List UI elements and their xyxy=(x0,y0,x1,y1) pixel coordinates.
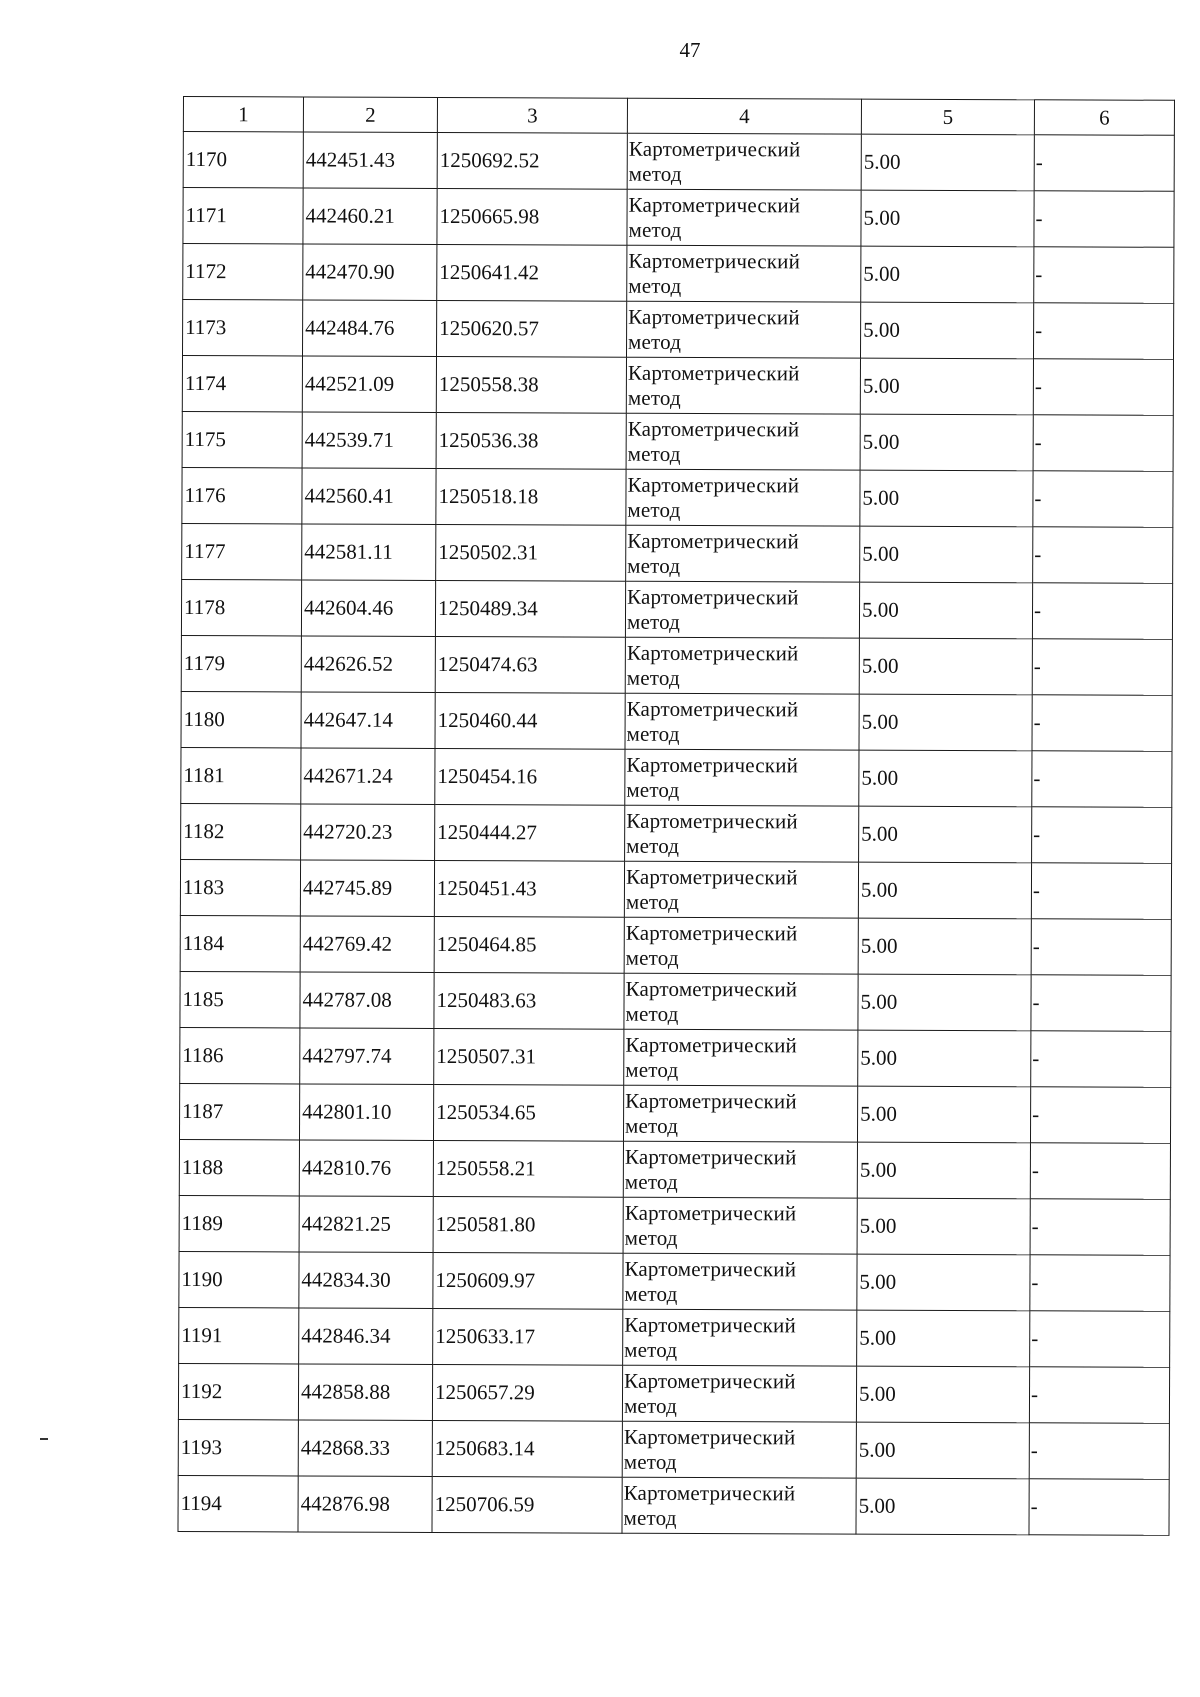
accuracy-cell: 5.00 xyxy=(859,582,1032,639)
note-cell: - xyxy=(1032,695,1172,752)
y-coordinate-cell: 1250633.17 xyxy=(433,1308,623,1365)
accuracy-cell: 5.00 xyxy=(857,1198,1030,1255)
method-line-2: метод xyxy=(624,1281,678,1306)
accuracy-cell: 5.00 xyxy=(860,302,1033,359)
method-cell xyxy=(623,1197,857,1254)
y-coordinate-cell: 1250507.31 xyxy=(434,1028,624,1085)
method-line-1: Картометрический xyxy=(624,1256,797,1282)
point-number-cell: 1184 xyxy=(180,915,300,971)
accuracy-cell: 5.00 xyxy=(861,134,1034,191)
method-line-1: Картометрический xyxy=(625,864,798,890)
method-cell xyxy=(624,917,858,974)
accuracy-cell: 5.00 xyxy=(858,974,1031,1031)
method-cell xyxy=(624,973,858,1030)
note-cell: - xyxy=(1034,135,1174,192)
method-line-1: Картометрический xyxy=(627,472,800,498)
note-cell: - xyxy=(1029,1367,1169,1424)
accuracy-cell: 5.00 xyxy=(856,1366,1029,1423)
column-header-2: 2 xyxy=(303,97,437,133)
method-line-2: метод xyxy=(624,1169,678,1194)
note-cell: - xyxy=(1032,807,1172,864)
method-line-1: Картометрический xyxy=(624,1200,797,1226)
column-header-1: 1 xyxy=(183,97,303,132)
point-number-cell: 1177 xyxy=(182,523,302,579)
method-line-1: Картометрический xyxy=(625,976,798,1002)
x-coordinate-cell: 442626.52 xyxy=(301,636,435,693)
x-coordinate-cell: 442451.43 xyxy=(303,132,437,189)
method-cell xyxy=(622,1365,856,1422)
method-line-1: Картометрический xyxy=(627,360,800,386)
x-coordinate-cell: 442671.24 xyxy=(301,748,435,805)
y-coordinate-cell: 1250518.18 xyxy=(436,468,626,525)
y-coordinate-cell: 1250692.52 xyxy=(437,132,627,189)
method-line-2: метод xyxy=(626,833,680,858)
method-cell xyxy=(623,1253,857,1310)
method-line-1: Картометрический xyxy=(626,640,799,666)
point-number-cell: 1190 xyxy=(179,1251,299,1307)
method-cell xyxy=(623,1085,857,1142)
method-cell xyxy=(626,413,860,470)
x-coordinate-cell: 442720.23 xyxy=(301,804,435,861)
method-line-2: метод xyxy=(626,609,681,634)
table-body xyxy=(178,132,1174,1536)
table-row xyxy=(178,1363,1169,1423)
method-line-1: Картометрический xyxy=(625,1032,798,1058)
header-row xyxy=(183,97,1174,136)
point-number-cell: 1193 xyxy=(178,1419,298,1475)
page-number: 47 xyxy=(679,38,701,62)
method-cell xyxy=(625,637,859,694)
method-cell xyxy=(622,1477,856,1534)
point-number-cell: 1173 xyxy=(183,300,303,356)
y-coordinate-cell: 1250620.57 xyxy=(437,300,627,357)
x-coordinate-cell: 442745.89 xyxy=(300,860,434,917)
column-header-3: 3 xyxy=(437,97,627,133)
method-cell xyxy=(624,861,858,918)
note-cell: - xyxy=(1030,1255,1170,1312)
method-line-2: метод xyxy=(625,1001,679,1026)
method-line-2: метод xyxy=(627,553,681,578)
y-coordinate-cell: 1250581.80 xyxy=(433,1196,623,1253)
method-line-1: Картометрический xyxy=(628,136,801,162)
point-number-cell: 1179 xyxy=(181,635,301,691)
method-line-1: Картометрический xyxy=(626,696,799,722)
y-coordinate-cell: 1250489.34 xyxy=(435,580,625,637)
accuracy-cell: 5.00 xyxy=(858,862,1031,919)
point-number-cell: 1178 xyxy=(181,579,301,635)
method-line-1: Картометрический xyxy=(626,808,798,834)
table-row xyxy=(181,691,1172,751)
method-line-1: Картометрический xyxy=(623,1480,796,1506)
x-coordinate-cell: 442647.14 xyxy=(301,692,435,749)
point-number-cell: 1170 xyxy=(183,132,303,188)
table-row xyxy=(180,971,1171,1031)
accuracy-cell: 5.00 xyxy=(858,918,1031,975)
y-coordinate-cell: 1250536.38 xyxy=(436,412,626,469)
method-line-2: метод xyxy=(628,329,682,354)
note-cell: - xyxy=(1033,303,1173,360)
note-cell: - xyxy=(1033,527,1173,584)
y-coordinate-cell: 1250706.59 xyxy=(432,1476,622,1533)
point-number-cell: 1181 xyxy=(181,747,301,803)
point-number-cell: 1175 xyxy=(182,411,302,467)
note-cell: - xyxy=(1030,1087,1170,1144)
x-coordinate-cell: 442801.10 xyxy=(299,1084,433,1141)
table-row xyxy=(178,1475,1169,1535)
accuracy-cell: 5.00 xyxy=(858,1030,1031,1087)
y-coordinate-cell: 1250451.43 xyxy=(434,860,624,917)
x-coordinate-cell: 442539.71 xyxy=(302,412,436,469)
y-coordinate-cell: 1250558.21 xyxy=(433,1140,623,1197)
point-number-cell: 1176 xyxy=(182,467,302,523)
note-cell: - xyxy=(1031,1031,1171,1088)
table-row xyxy=(183,132,1174,192)
accuracy-cell: 5.00 xyxy=(856,1422,1029,1479)
table-row xyxy=(181,747,1172,807)
table-row xyxy=(179,1139,1170,1199)
method-line-1: Картометрический xyxy=(623,1424,796,1450)
x-coordinate-cell: 442858.88 xyxy=(298,1364,432,1421)
method-line-2: метод xyxy=(627,441,681,466)
table-row xyxy=(179,1195,1170,1255)
table-row xyxy=(180,915,1171,975)
point-number-cell: 1187 xyxy=(179,1083,299,1139)
x-coordinate-cell: 442581.11 xyxy=(302,524,436,581)
method-line-2: метод xyxy=(626,721,680,746)
x-coordinate-cell: 442787.08 xyxy=(300,972,434,1029)
table-row xyxy=(181,635,1172,695)
method-line-2: метод xyxy=(628,161,682,186)
method-line-2: метод xyxy=(625,1113,679,1138)
x-coordinate-cell: 442876.98 xyxy=(298,1476,432,1533)
x-coordinate-cell: 442834.30 xyxy=(299,1252,433,1309)
method-line-2: метод xyxy=(625,945,679,970)
note-cell: - xyxy=(1029,1423,1169,1480)
note-cell: - xyxy=(1033,471,1173,528)
table-header xyxy=(183,97,1174,136)
note-cell: - xyxy=(1031,975,1171,1032)
accuracy-cell: 5.00 xyxy=(859,694,1032,751)
table-row xyxy=(182,467,1173,527)
method-cell xyxy=(626,469,860,526)
table-row xyxy=(183,244,1174,304)
method-line-1: Картометрический xyxy=(625,1088,797,1114)
method-line-2: метод xyxy=(625,1057,679,1082)
y-coordinate-cell: 1250483.63 xyxy=(434,972,624,1029)
method-cell xyxy=(627,133,861,190)
x-coordinate-cell: 442484.76 xyxy=(303,300,437,357)
point-number-cell: 1191 xyxy=(179,1307,299,1363)
note-cell: - xyxy=(1030,1199,1170,1256)
table-row xyxy=(182,356,1173,416)
method-line-1: Картометрический xyxy=(625,920,798,946)
method-cell xyxy=(623,1141,857,1198)
y-coordinate-cell: 1250558.38 xyxy=(436,356,626,413)
method-line-2: метод xyxy=(626,777,680,802)
note-cell: - xyxy=(1031,919,1171,976)
method-line-2: метод xyxy=(628,217,682,242)
x-coordinate-cell: 442560.41 xyxy=(302,468,436,525)
method-line-2: метод xyxy=(623,1393,678,1418)
accuracy-cell: 5.00 xyxy=(859,638,1032,695)
point-number-cell: 1192 xyxy=(178,1363,298,1419)
x-coordinate-cell: 442797.74 xyxy=(300,1028,434,1085)
point-number-cell: 1183 xyxy=(180,859,300,915)
method-line-1: Картометрический xyxy=(627,584,799,610)
table-row xyxy=(181,803,1172,863)
column-header-5: 5 xyxy=(861,99,1034,135)
method-line-1: Картометрический xyxy=(627,528,800,554)
table-row xyxy=(180,859,1171,919)
note-cell: - xyxy=(1032,751,1172,808)
point-number-cell: 1172 xyxy=(183,244,303,300)
margin-mark xyxy=(40,1438,48,1440)
method-line-2: метод xyxy=(627,497,681,522)
accuracy-cell: 5.00 xyxy=(860,358,1033,415)
note-cell: - xyxy=(1029,1479,1169,1536)
method-cell xyxy=(627,301,861,358)
x-coordinate-cell: 442868.33 xyxy=(298,1420,432,1477)
accuracy-cell: 5.00 xyxy=(859,750,1032,807)
table-row xyxy=(181,579,1172,639)
point-number-cell: 1185 xyxy=(180,971,300,1027)
y-coordinate-cell: 1250474.63 xyxy=(435,636,625,693)
method-cell xyxy=(625,581,859,638)
accuracy-cell: 5.00 xyxy=(856,1478,1029,1535)
y-coordinate-cell: 1250464.85 xyxy=(434,916,624,973)
method-cell xyxy=(625,693,859,750)
table-row xyxy=(180,1027,1171,1087)
method-line-1: Картометрический xyxy=(627,416,800,442)
y-coordinate-cell: 1250609.97 xyxy=(433,1252,623,1309)
table-row xyxy=(183,188,1174,248)
accuracy-cell: 5.00 xyxy=(860,470,1033,527)
method-cell xyxy=(626,525,860,582)
method-line-1: Картометрический xyxy=(628,192,801,218)
method-cell xyxy=(624,1029,858,1086)
y-coordinate-cell: 1250444.27 xyxy=(435,804,625,861)
note-cell: - xyxy=(1033,415,1173,472)
method-line-2: метод xyxy=(623,1505,677,1530)
point-number-cell: 1194 xyxy=(178,1475,298,1531)
x-coordinate-cell: 442846.34 xyxy=(299,1308,433,1365)
method-cell xyxy=(626,357,860,414)
table-row xyxy=(179,1251,1170,1311)
table-row xyxy=(179,1307,1170,1367)
method-cell xyxy=(627,189,861,246)
method-cell xyxy=(622,1421,856,1478)
method-cell xyxy=(625,805,859,862)
method-cell xyxy=(627,245,861,302)
y-coordinate-cell: 1250641.42 xyxy=(437,244,627,301)
point-number-cell: 1180 xyxy=(181,691,301,747)
method-line-1: Картометрический xyxy=(624,1144,797,1170)
method-line-1: Картометрический xyxy=(628,248,801,274)
method-line-2: метод xyxy=(624,1337,678,1362)
accuracy-cell: 5.00 xyxy=(861,190,1034,247)
method-line-2: метод xyxy=(628,273,682,298)
x-coordinate-cell: 442821.25 xyxy=(299,1196,433,1253)
accuracy-cell: 5.00 xyxy=(859,806,1032,863)
column-header-6: 6 xyxy=(1034,100,1174,136)
point-number-cell: 1189 xyxy=(179,1195,299,1251)
x-coordinate-cell: 442769.42 xyxy=(300,916,434,973)
y-coordinate-cell: 1250534.65 xyxy=(433,1084,623,1141)
x-coordinate-cell: 442470.90 xyxy=(303,244,437,301)
note-cell: - xyxy=(1030,1311,1170,1368)
y-coordinate-cell: 1250460.44 xyxy=(435,692,625,749)
coordinates-table xyxy=(177,96,1175,1536)
accuracy-cell: 5.00 xyxy=(857,1310,1030,1367)
accuracy-cell: 5.00 xyxy=(857,1254,1030,1311)
method-line-2: метод xyxy=(623,1449,677,1474)
point-number-cell: 1171 xyxy=(183,188,303,244)
note-cell: - xyxy=(1034,247,1174,304)
x-coordinate-cell: 442604.46 xyxy=(301,580,435,637)
note-cell: - xyxy=(1034,191,1174,248)
method-line-1: Картометрический xyxy=(626,752,799,778)
method-cell xyxy=(623,1309,857,1366)
method-line-2: метод xyxy=(625,889,680,914)
x-coordinate-cell: 442460.21 xyxy=(303,188,437,245)
accuracy-cell: 5.00 xyxy=(860,526,1033,583)
point-number-cell: 1182 xyxy=(181,803,301,859)
accuracy-cell: 5.00 xyxy=(860,414,1033,471)
note-cell: - xyxy=(1032,583,1172,640)
note-cell: - xyxy=(1032,639,1172,696)
note-cell: - xyxy=(1030,1143,1170,1200)
method-line-1: Картометрический xyxy=(624,1312,797,1338)
table-row xyxy=(182,411,1173,471)
y-coordinate-cell: 1250502.31 xyxy=(436,524,626,581)
accuracy-cell: 5.00 xyxy=(857,1142,1030,1199)
method-line-2: метод xyxy=(624,1225,678,1250)
accuracy-cell: 5.00 xyxy=(857,1086,1030,1143)
column-header-4: 4 xyxy=(627,98,861,134)
accuracy-cell: 5.00 xyxy=(861,246,1034,303)
method-line-2: метод xyxy=(626,665,680,690)
x-coordinate-cell: 442521.09 xyxy=(302,356,436,413)
note-cell: - xyxy=(1031,863,1171,920)
y-coordinate-cell: 1250683.14 xyxy=(432,1420,622,1477)
y-coordinate-cell: 1250665.98 xyxy=(437,188,627,245)
table-row xyxy=(178,1419,1169,1479)
table-row xyxy=(183,300,1174,360)
point-number-cell: 1174 xyxy=(182,356,302,412)
y-coordinate-cell: 1250454.16 xyxy=(435,748,625,805)
note-cell: - xyxy=(1033,359,1173,416)
method-cell xyxy=(625,749,859,806)
table-row xyxy=(179,1083,1170,1143)
point-number-cell: 1186 xyxy=(180,1027,300,1083)
method-line-1: Картометрический xyxy=(628,304,800,330)
method-line-1: Картометрический xyxy=(624,1368,796,1394)
x-coordinate-cell: 442810.76 xyxy=(299,1140,433,1197)
point-number-cell: 1188 xyxy=(179,1139,299,1195)
y-coordinate-cell: 1250657.29 xyxy=(432,1364,622,1421)
method-line-2: метод xyxy=(627,385,681,410)
table-row xyxy=(182,523,1173,583)
